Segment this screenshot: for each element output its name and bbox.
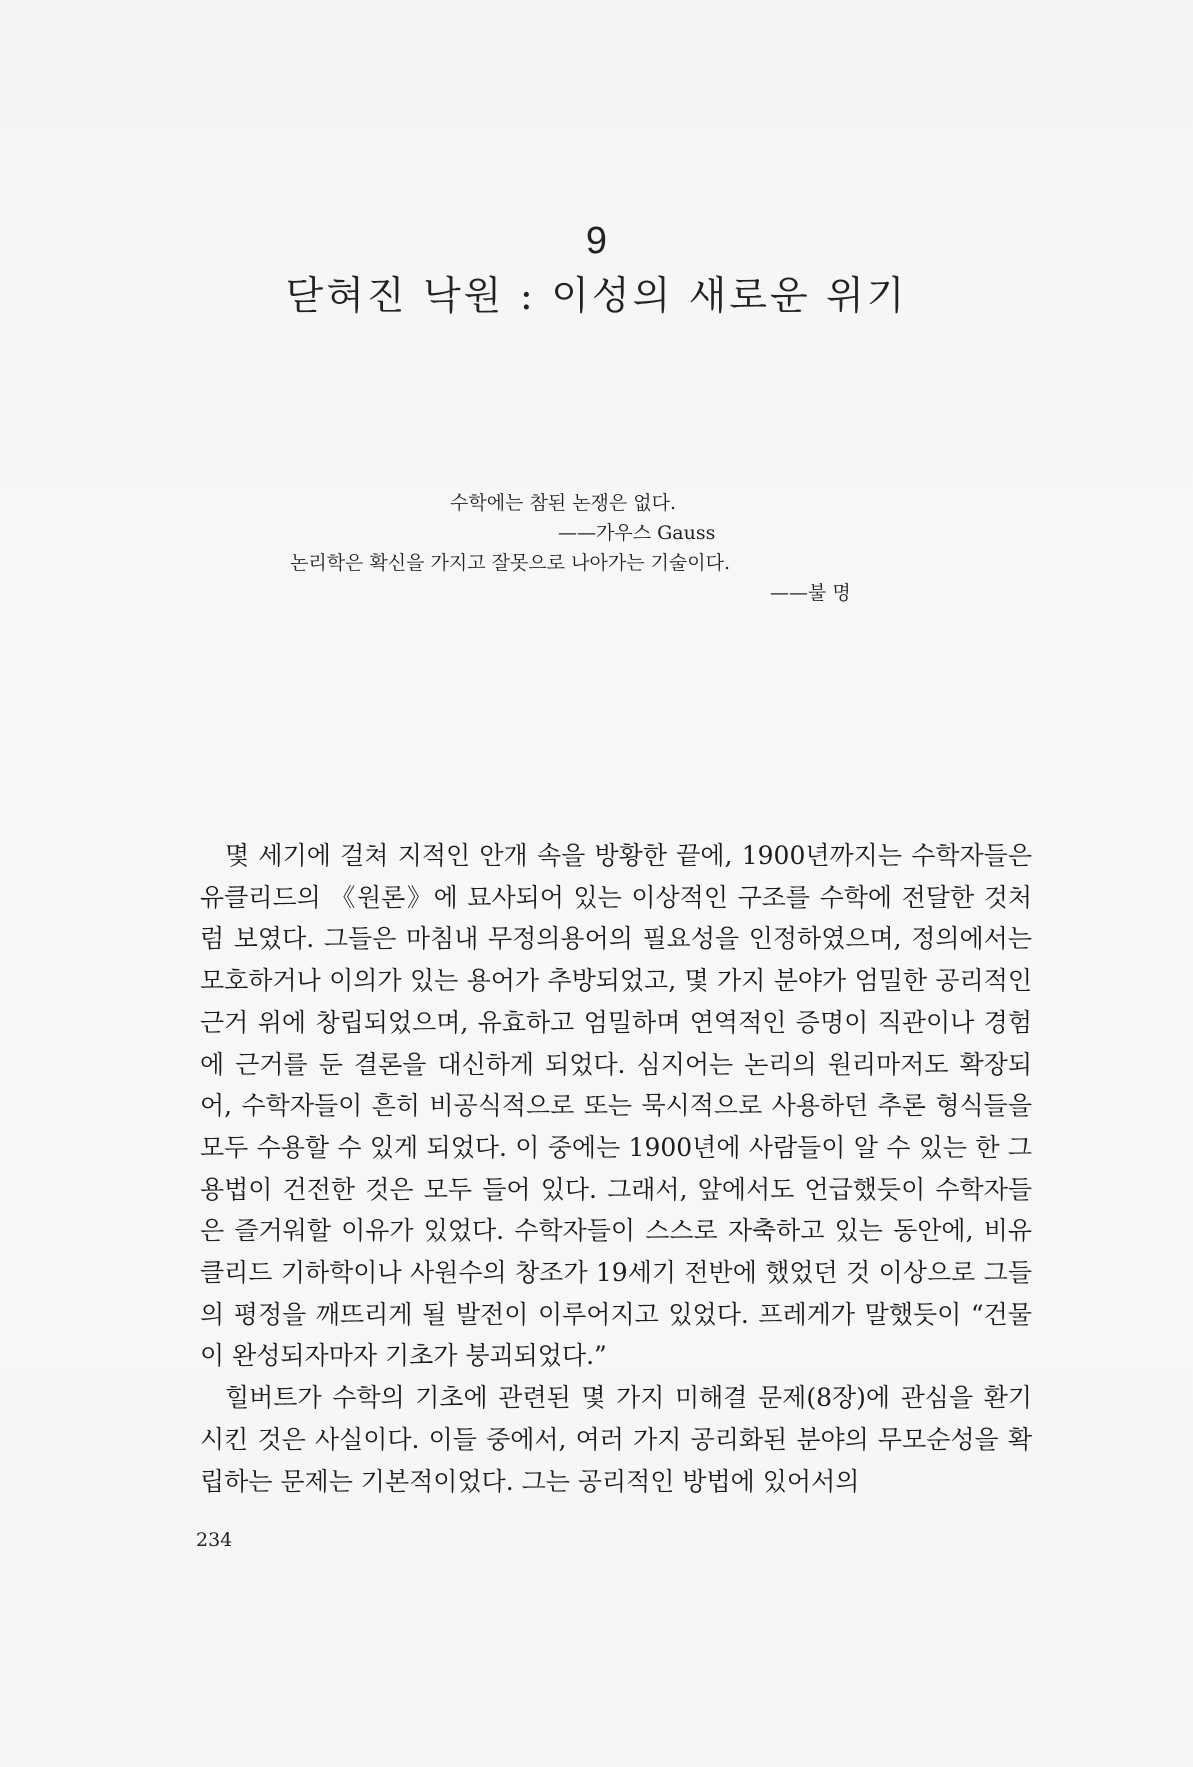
epigraph-quote: 논리학은 확신을 가지고 잘못으로 나아가는 기술이다. [290, 552, 731, 574]
epigraph-quote: 수학에는 참된 논쟁은 없다. [450, 492, 677, 514]
chapter-title: 닫혀진 낙원 : 이성의 새로운 위기 [285, 274, 908, 319]
epigraph-attribution: ——불 명 [770, 582, 851, 604]
body-text [200, 835, 1032, 1502]
epigraph [290, 488, 890, 608]
epigraph-attribution: ——가우스 Gauss [558, 522, 716, 544]
chapter-number: 9 [585, 220, 608, 262]
paragraph: 힐버트가 수학의 기초에 관련된 몇 가지 미해결 문제(8장)에 관심을 환기시킨 것은 사실이다. 이들 중에서, 여러 가지 공리화된 분야의 무모순성을 확립하는 문제는 기본적이었다. 그는 공리적인 방법에 있어서의 [200, 1383, 1032, 1496]
page-number: 234 [196, 1529, 233, 1551]
paragraph: 몇 세기에 걸쳐 지적인 안개 속을 방황한 끝에, 1900년까지는 수학자들은 유클리드의 《원론》에 묘사되어 있는 이상적인 구조를 수학에 전달한 것처럼 보였다. 그들은 마침내 무정의용어의 필요성을 인정하였으며, 정의에서는 모호하거나 이의가 있는 용어가 추방되었고, 몇 가지 분야가 엄밀한 공리적인 근거 위에 창립되었으며, 유효하고 엄밀하며 연역적인 증명이 직관이나 경험에 근거를 둔 결론을 대신하게 되었다. 심지어는 논리의 원리마저도 확장되어, 수학자들이 흔히 비공식적으로 또는 묵시적으로 사용하던 추론 형식들을 모두 수용할 수 있게 되었다. 이 중에는 1900년에 사람들이 알 수 있는 한 그 용법이 건전한 것은 모두 들어 있다. 그래서, 앞에서도 언급했듯이 수학자들은 즐거워할 이유가 있었다. 수학자들이 스스로 자축하고 있는 동안에, 비유클리드 기하학이나 사원수의 창조가 19세기 전반에 했었던 것 이상으로 그들의 평정을 깨뜨리게 될 발전이 이루어지고 있었다. 프레게가 말했듯이 “건물이 완성되자마자 기초가 붕괴되었다.” [200, 841, 1032, 1371]
